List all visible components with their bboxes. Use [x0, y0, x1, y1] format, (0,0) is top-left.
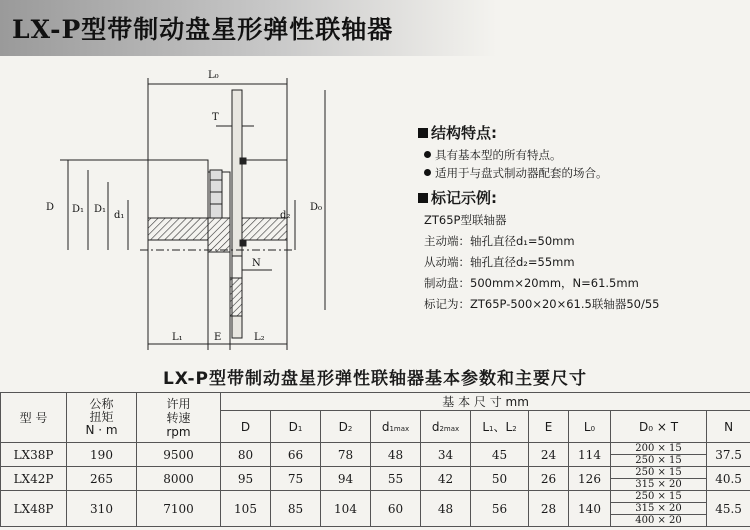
cell-l1-l2: 50 — [471, 467, 529, 491]
label-d: D — [46, 202, 55, 213]
features-heading: 结构特点: — [418, 122, 743, 143]
cell-e: 24 — [529, 443, 569, 467]
header-torque: 公称 扭矩 N · m — [67, 393, 137, 443]
cell-n: 37.5 — [707, 443, 750, 467]
cell-l0: 114 — [569, 443, 611, 467]
header-d0t: D₀ × T — [611, 411, 707, 443]
cell-d0t: 250 × 15 315 × 20 — [611, 467, 707, 491]
elastomer-spider — [208, 218, 230, 252]
cell-d0t: 250 × 15 315 × 20 400 × 20 — [611, 491, 707, 527]
example-line: 标记为：ZT65P-500×20×61.5联轴器50/55 — [424, 297, 660, 311]
label-d2-bore: d₂ — [280, 210, 291, 221]
bullet-dot-icon — [424, 169, 431, 176]
header-n: N — [707, 411, 750, 443]
label-l1: L₁ — [172, 332, 183, 343]
table-row — [1, 443, 750, 467]
example-model: ZT65P型联轴器 — [424, 213, 507, 227]
cell-d2max: 48 — [421, 491, 471, 527]
cell-e: 28 — [529, 491, 569, 527]
label-l2: L₂ — [254, 332, 265, 343]
cell-speed: 9500 — [137, 443, 221, 467]
cell-model: LX48P — [1, 491, 67, 527]
coupling-drawing — [40, 60, 340, 352]
label-n: N — [252, 258, 261, 269]
label-t: T — [212, 112, 219, 123]
cell-d1max: 48 — [371, 443, 421, 467]
cell-torque: 310 — [67, 491, 137, 527]
cell-d: 95 — [221, 467, 271, 491]
header-e: E — [529, 411, 569, 443]
page-title: LX-P型带制动盘星形弹性联轴器 — [12, 15, 394, 44]
cell-torque: 265 — [67, 467, 137, 491]
example-line: 从动端：轴孔直径d₂=55mm — [424, 255, 575, 269]
label-d0: D₀ — [310, 202, 323, 213]
cell-d: 80 — [221, 443, 271, 467]
header-l1-l2: L1、L2 — [471, 411, 529, 443]
spec-table — [0, 392, 750, 527]
table-row — [1, 491, 750, 527]
feature-item: 适用于与盘式制动器配套的场合。 — [424, 165, 743, 181]
cell-d2: 78 — [321, 443, 371, 467]
header-model: 型 号 — [1, 393, 67, 443]
cell-l0: 140 — [569, 491, 611, 527]
cell-d: 105 — [221, 491, 271, 527]
cell-speed: 7100 — [137, 491, 221, 527]
cell-l1-l2: 45 — [471, 443, 529, 467]
feature-item: 具有基本型的所有特点。 — [424, 147, 743, 163]
cell-d2: 104 — [321, 491, 371, 527]
cell-torque: 190 — [67, 443, 137, 467]
features-panel — [418, 122, 743, 312]
label-d1-inner: D₁ — [94, 204, 107, 215]
label-e: E — [214, 332, 222, 343]
example-line: 制动盘：500mm×20mm，N=61.5mm — [424, 276, 639, 290]
cell-model: LX42P — [1, 467, 67, 491]
cell-d2: 94 — [321, 467, 371, 491]
header-d: D — [221, 411, 271, 443]
cell-l1-l2: 56 — [471, 491, 529, 527]
cell-d1: 66 — [271, 443, 321, 467]
cell-d1max: 55 — [371, 467, 421, 491]
hub-section-left — [148, 218, 208, 240]
label-d1: D₁ — [72, 204, 85, 215]
header-d2max: d2max — [421, 411, 471, 443]
cell-d2max: 34 — [421, 443, 471, 467]
header-d1: D1 — [271, 411, 321, 443]
table-title: LX-P型带制动盘星形弹性联轴器基本参数和主要尺寸 — [162, 369, 588, 389]
cell-d1max: 60 — [371, 491, 421, 527]
label-l0: L₀ — [208, 70, 219, 81]
header-d2: D2 — [321, 411, 371, 443]
cell-d1: 75 — [271, 467, 321, 491]
cell-model: LX38P — [1, 443, 67, 467]
cell-e: 26 — [529, 467, 569, 491]
cell-l0: 126 — [569, 467, 611, 491]
table-row — [1, 467, 750, 491]
cell-n: 40.5 — [707, 467, 750, 491]
cell-speed: 8000 — [137, 467, 221, 491]
header-basic-dimensions: 基 本 尺 寸 mm — [221, 393, 750, 411]
header-speed: 许用 转速 rpm — [137, 393, 221, 443]
bullet-dot-icon — [424, 151, 431, 158]
header-l0: L0 — [569, 411, 611, 443]
header-d1max: d1max — [371, 411, 421, 443]
example-heading: 标记示例: — [418, 187, 743, 208]
cell-n: 45.5 — [707, 491, 750, 527]
cell-d1: 85 — [271, 491, 321, 527]
example-line: 主动端：轴孔直径d₁=50mm — [424, 234, 575, 248]
hub-section-right — [242, 218, 287, 240]
label-d1-bore: d₁ — [114, 210, 125, 221]
cell-d2max: 42 — [421, 467, 471, 491]
cell-d0t: 200 × 15 250 × 15 — [611, 443, 707, 467]
title-band — [0, 0, 497, 56]
